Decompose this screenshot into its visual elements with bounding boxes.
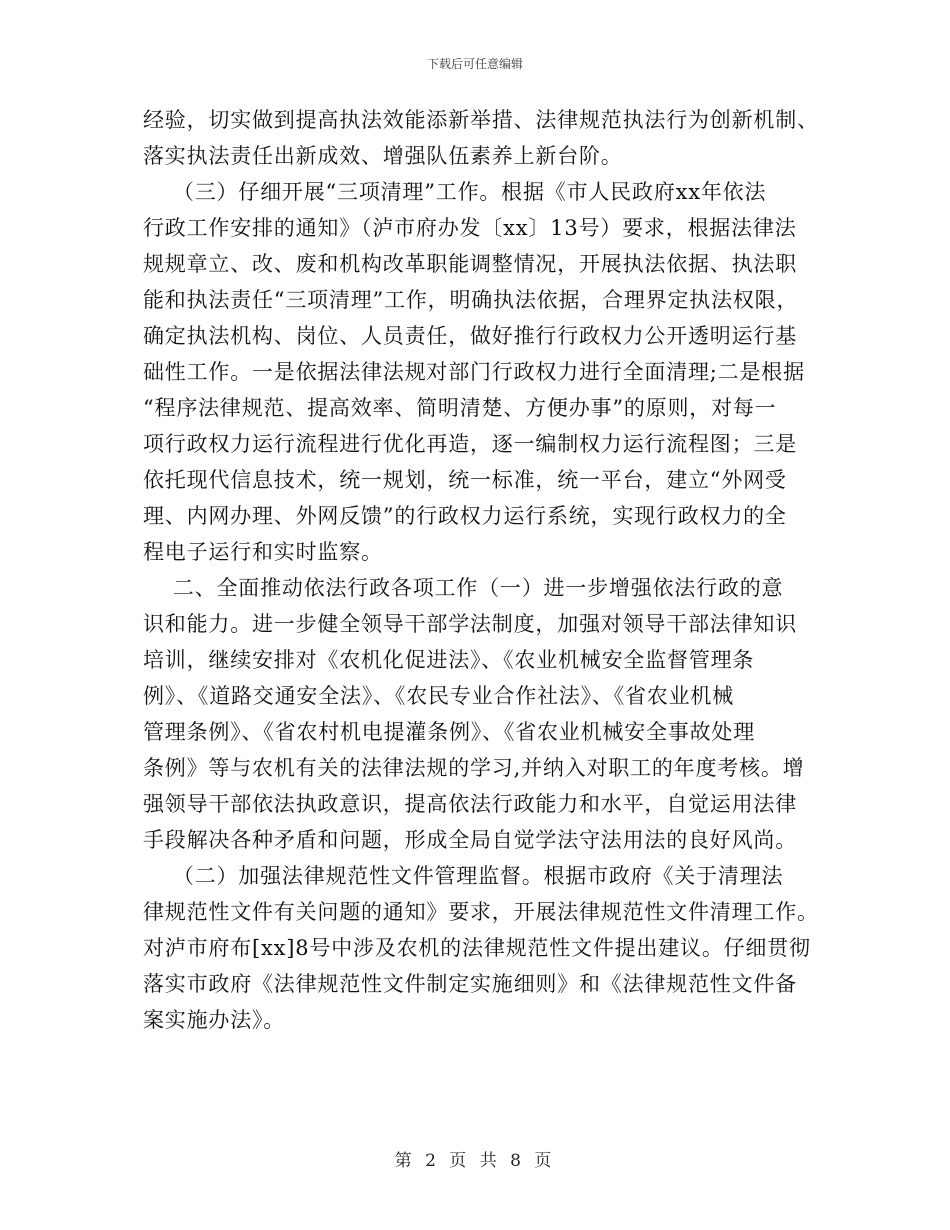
paragraph <box>143 570 807 858</box>
text-line: 条例》等与农机有关的法律法规的学习,并纳入对职工的年度考核。增 <box>143 756 805 780</box>
text-line: 对泸市府布[xx]8号中涉及农机的法律规范性文件提出建议。仔细贯彻 <box>143 936 811 960</box>
text-line: 二、全面推动依法行政各项工作（一）进一步增强依法行政的意 <box>143 576 784 600</box>
text-line: 程电子运行和实时监察。 <box>143 540 383 564</box>
page-footer: 第 2 页 共 8 页 <box>394 1151 556 1171</box>
text-line: 手段解决各种矛盾和问题，形成全局自觉学法守法用法的良好风尚。 <box>143 828 797 852</box>
text-line: 培训，继续安排对《农机化促进法》、《农业机械安全监督管理条 <box>143 648 755 672</box>
text-line: 础性工作。一是依据法律法规对部门行政权力进行全面清理;二是根据 <box>143 360 805 384</box>
document-body <box>143 102 819 1038</box>
paragraph <box>143 858 819 1038</box>
text-line: “程序法律规范、提高效率、简明清楚、方便办事”的原则，对每一 <box>143 396 777 420</box>
text-line: 识和能力。进一步健全领导干部学法制度，加强对领导干部法律知识 <box>143 612 797 636</box>
text-line: 依托现代信息技术，统一规划，统一标准，统一平台，建立“外网受 <box>143 468 787 492</box>
text-line: 律规范性文件有关问题的通知》要求，开展法律规范性文件清理工作。 <box>143 900 819 924</box>
text-line: 案实施办法》。 <box>143 1008 286 1032</box>
text-line: 落实执法责任出新成效、增强队伍素养上新台阶。 <box>143 144 623 168</box>
text-line: 落实市政府《法律规范性文件制定实施细则》和《法律规范性文件备 <box>143 972 797 996</box>
text-line: （三）仔细开展“三项清理”工作。根据《市人民政府xx年依法 <box>143 180 767 204</box>
text-line: 经验，切实做到提高执法效能添新举措、法律规范执法行为创新机制、 <box>143 108 819 132</box>
text-line: 规规章立、改、废和机构改革职能调整情况，开展执法依据、执法职 <box>143 252 797 276</box>
text-line: 管理条例》、《省农村机电提灌条例》、《省农业机械安全事故处理 <box>143 720 755 744</box>
text-line: 能和执法责任“三项清理”工作，明确执法依据，合理界定执法权限， <box>143 288 799 312</box>
text-line: 行政工作安排的通知》（泸市府办发〔xx〕13号）要求，根据法律法 <box>143 216 797 240</box>
paragraph <box>143 102 819 174</box>
text-line: 例》、《道路交通安全法》、《农民专业合作社法》、《省农业机械 <box>143 684 734 708</box>
paragraph <box>143 174 807 570</box>
text-line: 理、内网办理、外网反馈”的行政权力运行系统，实现行政权力的全 <box>143 504 787 528</box>
text-line: （二）加强法律规范性文件管理监督。根据市政府《关于清理法 <box>143 864 784 888</box>
text-line: 强领导干部依法执政意识，提高依法行政能力和水平，自觉运用法律 <box>143 792 797 816</box>
page-header: 下载后可任意编辑 <box>426 57 523 71</box>
text-line: 项行政权力运行流程进行优化再造，逐一编制权力运行流程图；三是 <box>143 432 797 456</box>
text-line: 确定执法机构、岗位、人员责任，做好推行行政权力公开透明运行基 <box>143 324 797 348</box>
